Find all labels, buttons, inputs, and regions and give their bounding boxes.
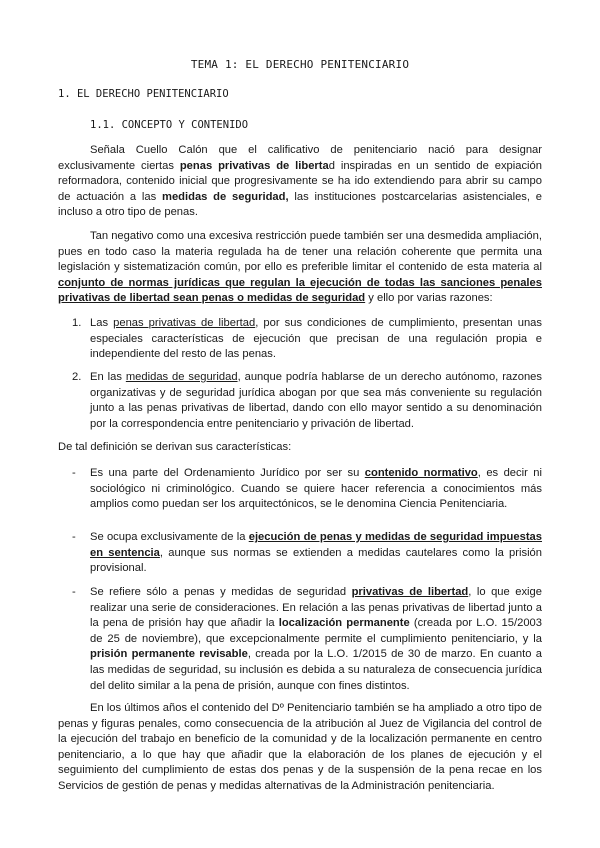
paragraph-3: De tal definición se derivan sus características: xyxy=(58,441,292,453)
p2-bold-underline: conjunto de normas jurídicas que regulan la ejecución de todas las sanciones penales privativas de libertad sean penas o medidas de seguridad xyxy=(58,276,542,305)
b3-text-c: (creada por L.O. 15/2003 de 25 de noviembre), que excepcionalmente permite el cumplimiento penitenciario, y la xyxy=(90,617,542,645)
bullet-item-3 xyxy=(90,585,542,694)
list-marker-1: 1. xyxy=(72,317,82,329)
bullet-marker-3: - xyxy=(72,586,76,598)
li1-text-a: Las xyxy=(90,317,114,329)
li1-text-b: , por sus condiciones de cumplimiento, presentan unas especiales características de ejecución que precisan de una regulación propia e independiente del resto de las penas. xyxy=(90,317,542,361)
b2-text-b: , aunque sus normas se extienden a medidas cautelares como la prisión provisional. xyxy=(90,546,543,575)
paragraph-1 xyxy=(58,143,542,221)
section-heading: 1. EL DERECHO PENITENCIARIO xyxy=(58,88,229,100)
p1-bold-medidas: medidas de seguridad, xyxy=(162,190,289,203)
document-title: TEMA 1: EL DERECHO PENITENCIARIO xyxy=(190,58,410,71)
p1-text-a: Señala Cuello Calón que el calificativo de penitenciario nació para designar exclusivamente ciertas xyxy=(58,144,542,172)
b3-text-b: , lo que exige realizar una serie de consideraciones. En relación a las penas privativas de libertad junto a la pena de prisión hay que añadir la xyxy=(90,586,542,630)
b1-bold-underline: contenido normativo xyxy=(364,467,478,479)
li2-underline: medidas de seguridad xyxy=(125,371,238,383)
bullet-item-2 xyxy=(90,530,542,577)
b3-bold-prision: prisión permanente revisable xyxy=(90,648,248,661)
p2-text-a: Tan negativo como una excesiva restricción puede también ser una desmedida ampliación, pues en todo caso la materia regulada ha de tener una relación coherente que permita una legislación y sistematización común, por ello es preferible limitar el contenido de esta materia al xyxy=(58,230,542,274)
p1-bold-penas: penas privativas de liberta xyxy=(179,159,329,172)
list-item-1 xyxy=(90,316,542,363)
p1-text-c: d inspiradas en un sentido de expiación reformadora, contenido inicial que progresivamente se ha ido extendiendo para abrir su campo de actuación a las xyxy=(58,159,542,203)
b3-text-d: , creada por la L.O. 1/2015 de 30 de marzo. En cuanto a las medidas de seguridad, su inclusión es debida a su naturaleza de consecuencia jurídica del delito similar a la pena de prisión, aunque con fines distintos. xyxy=(90,648,542,692)
b1-text-a: Es una parte del Ordenamiento Jurídico por ser su xyxy=(90,467,365,479)
bullet-item-1 xyxy=(90,466,542,513)
paragraph-2 xyxy=(58,229,542,307)
b1-text-b: , es decir ni sociológico ni criminológico. Cuando se quiere hacer referencia a conocimientos más amplios como puedan ser los arquitectónicos, se le denomina Ciencia Penitenciaria. xyxy=(90,467,542,511)
li1-underline: penas privativas de libertad xyxy=(113,317,256,329)
bullet-marker-1: - xyxy=(72,467,76,479)
li2-text-b: , aunque podría hablarse de un derecho autónomo, razones organizativas y de seguridad jurídica abogan por que sea más conveniente su regulación junto a las penas privativas de libertad, dando con ello mayor sentido a su denominación por la correspondencia entre penitenciario y privación de libertad. xyxy=(90,371,543,430)
li2-text-a: En las xyxy=(90,371,126,383)
bullet-marker-2: - xyxy=(72,531,76,543)
b3-bold-localizacion: localización permanente xyxy=(278,617,410,630)
b3-text-a: Se refiere sólo a penas y medidas de seguridad xyxy=(90,586,352,598)
b2-bold-underline: ejecución de penas y medidas de seguridad impuestas en sentencia xyxy=(90,531,542,559)
b2-text-a: Se ocupa exclusivamente de la xyxy=(90,531,249,543)
p1-text-d: las instituciones postcarcelarias asistenciales, e incluso a otro tipo de penas. xyxy=(58,190,542,219)
list-item-2 xyxy=(90,370,542,432)
subsection-heading: 1.1. CONCEPTO Y CONTENIDO xyxy=(90,119,249,131)
b3-bold-underline: privativas de libertad xyxy=(351,586,469,598)
paragraph-4: En los últimos años el contenido del Dº Penitenciario también se ha ampliado a otro tipo de penas y figuras penales, como consecuencia de la atribución al Juez de Vigilancia del control de la ejecución del trabajo en beneficio de la comunidad y de la localización permanente en centro penitenciario, a lo que hay que añadir que la elaboración de los planes de ejecución y el seguimiento del cumplimiento de estas dos penas y de la suspensión de la pena recae en los Servicios de gestión de penas y medidas alternativas de la Administración penitenciaria. xyxy=(58,702,542,792)
list-marker-2: 2. xyxy=(72,371,82,383)
p2-text-c: y ello por varias razones: xyxy=(365,292,493,305)
